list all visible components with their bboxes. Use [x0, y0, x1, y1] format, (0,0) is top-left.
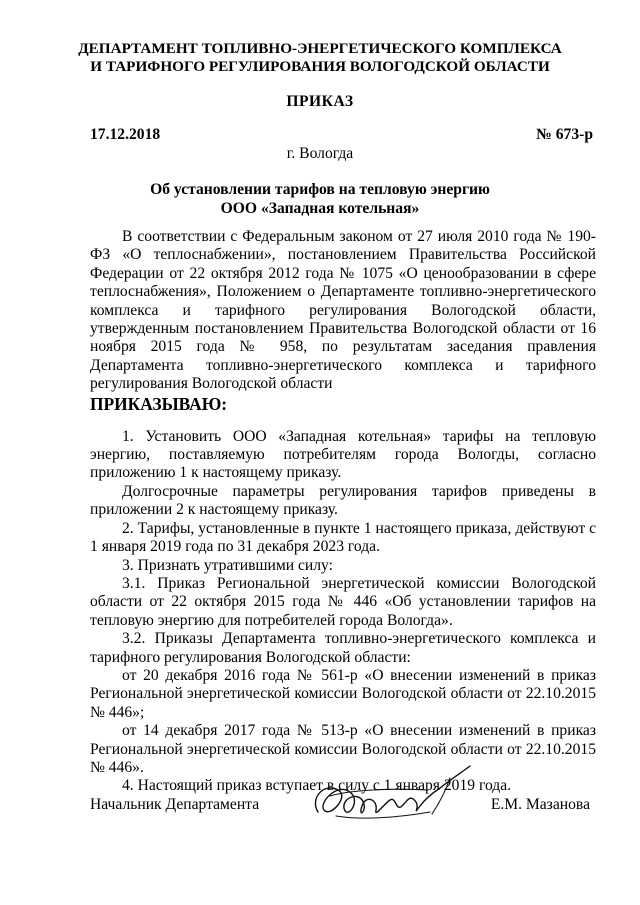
preamble-paragraph: В соответствии с Федеральным законом от 27 июля 2010 года № 190-ФЗ «О теплоснабжении», постановлением Правительства Российской Федерации от 22 октября 2012 года № 1075 «О ценообразовании в сфере теплоснабжения», Положением о Департаменте топливно-энергетического комплекса и тарифного регулирования Вологодской области, утвержденным постановлением Правительства Вологодской области от 16 ноября 2015 года № 958, по результатам заседания правления Департамента топливно-энергетического комплекса и тарифного регулирования Вологодской области: [90, 228, 596, 393]
order-date: 17.12.2018: [90, 126, 161, 143]
subject-line-1: Об установлении тарифов на тепловую энергию: [150, 181, 490, 198]
item-1: 1. Установить ООО «Западная котельная» тарифы на тепловую энергию, поставляемую потребителям города Вологды, согласно приложению 1 к настоящему приказу.: [90, 427, 596, 482]
department-line-2: И ТАРИФНОГО РЕГУЛИРОВАНИЯ ВОЛОГОДСКОЙ ОБЛАСТИ: [90, 58, 550, 75]
item-3-2-a: от 20 декабря 2016 года № 561-р «О внесении изменений в приказ Региональной энергетической комиссии Вологодской области от 22.10.2015 № 446»;: [90, 666, 596, 721]
item-3-2-b: от 14 декабря 2017 года № 513-р «О внесении изменений в приказ Региональной энергетической комиссии Вологодской области от 22.10.2015 № 446».: [90, 722, 596, 776]
item-3-1: 3.1. Приказ Региональной энергетической комиссии Вологодской области от 22 октября 2015 года № 446 «Об установлении тарифов на тепловую энергию для потребителей города Вологда».: [90, 574, 596, 629]
signatory-title: Начальник Департамента: [90, 796, 260, 813]
item-3: 3. Признать утратившими силу:: [122, 556, 333, 574]
department-header: [60, 40, 580, 76]
document-type: ПРИКАЗ: [286, 93, 354, 110]
item-4: 4. Настоящий приказ вступает в силу с 1 января 2019 года.: [122, 777, 512, 795]
order-body: [90, 228, 596, 796]
handwritten-signature-icon: [300, 760, 480, 830]
order-subject: [100, 180, 540, 218]
order-city: г. Вологда: [286, 145, 354, 162]
subject-line-2: ООО «Западная котельная»: [220, 200, 420, 217]
item-2: 2. Тарифы, установленные в пункте 1 настоящего приказа, действуют с 1 января 2019 года по 31 декабря 2023 года.: [90, 519, 596, 556]
order-number: № 673-р: [536, 126, 593, 143]
order-word: ПРИКАЗЫВАЮ:: [90, 393, 228, 414]
signature-block: [90, 760, 590, 830]
signatory-name: Е.М. Мазанова: [490, 796, 590, 813]
item-1-params: Долгосрочные параметры регулирования тарифов приведены в приложении 2 к настоящему приказу.: [90, 482, 596, 519]
item-3-2: 3.2. Приказы Департамента топливно-энергетического комплекса и тарифного регулирования Вологодской области:: [90, 630, 596, 666]
department-line-1: ДЕПАРТАМЕНТ ТОПЛИВНО-ЭНЕРГЕТИЧЕСКОГО КОМПЛЕКСА: [78, 40, 562, 57]
